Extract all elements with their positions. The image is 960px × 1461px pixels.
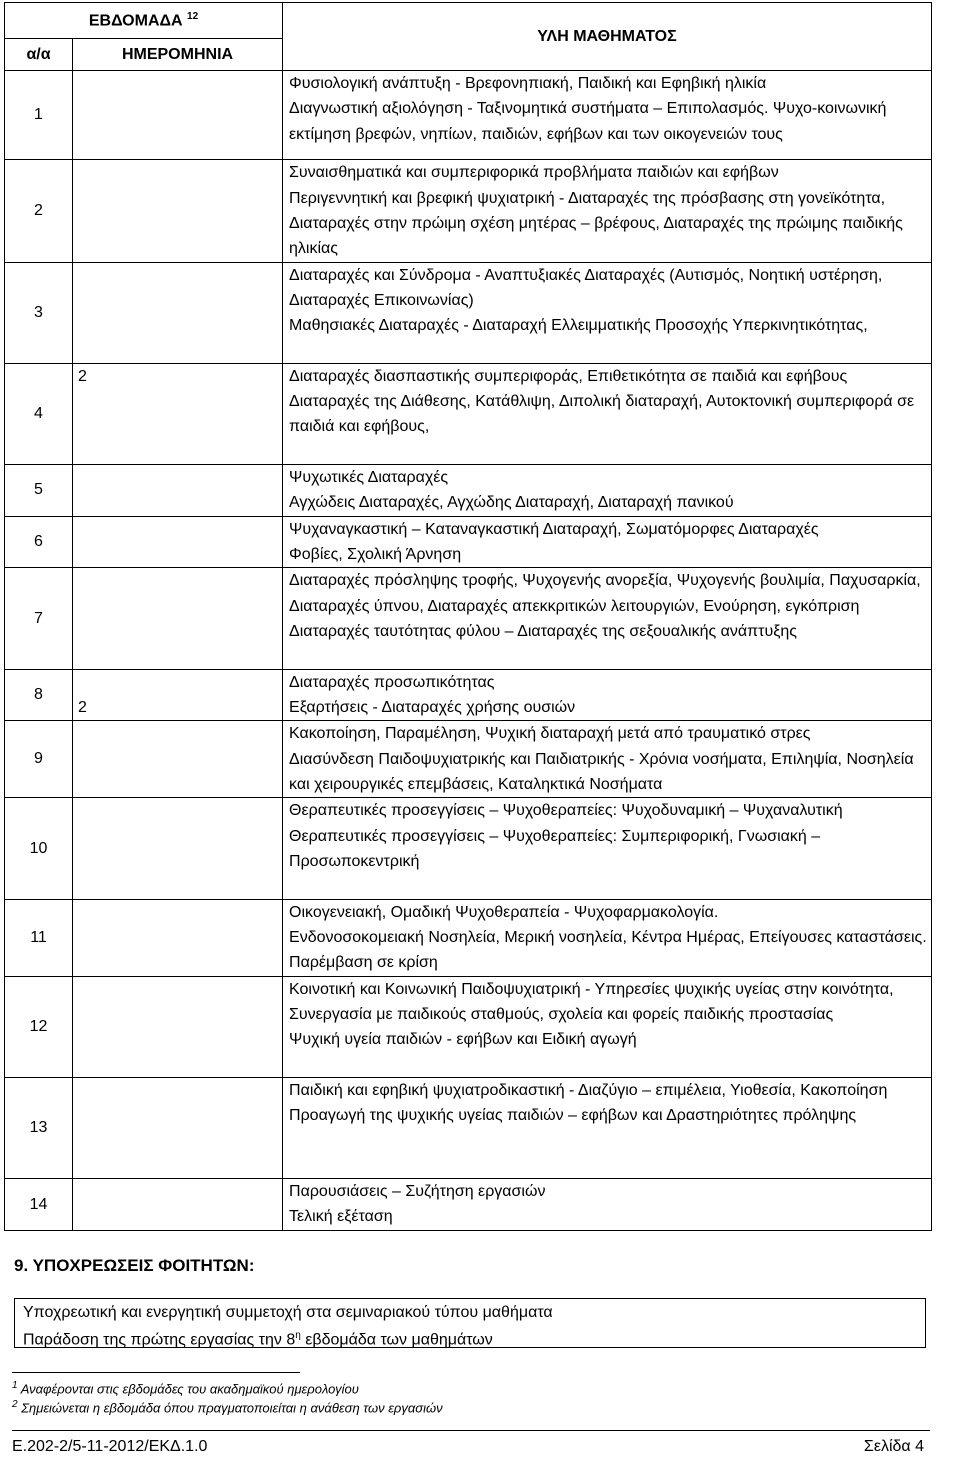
topic-line: Οικογενειακή, Ομαδική Ψυχοθεραπεία - Ψυχοφαρμακολογία. [289,903,719,921]
topic-line: Κοινοτική και Κοινωνική Παιδοψυχιατρική - Υπηρεσίες ψυχικής υγείας στην κοινότητα, Συνεργασία με παιδικούς σταθμούς, σχολεία και φορείς παιδικής προστασίας [289,980,894,1024]
table-row [5,1179,932,1231]
date-cell [73,516,283,568]
section-heading: 9. ΥΠΟΧΡΕΩΣΕΙΣ ΦΟΙΤΗΤΩΝ: [14,1256,255,1275]
topic-line: Διασύνδεση Παιδοψυχιατρικής και Παιδιατρικής - Χρόνια νοσήματα, Επιληψία, Νοσηλεία και χειρουργικές επεμβάσεις, Καταληκτικά Νοσήματα [289,750,914,793]
table-row [5,363,932,464]
topic-line: Κακοποίηση, Παραμέληση, Ψυχική διαταραχή μετά από τραυματικό στρες [289,725,811,743]
date-cell [73,465,283,517]
topic-line: Διαταραχές προσωπικότητας [289,673,495,691]
topic-line: Ψυχαναγκαστική – Καταναγκαστική Διαταραχή, Σωματόμορφες Διαταραχές [289,520,819,538]
table-row [5,465,932,517]
table-row [5,899,932,976]
topic-line: Εξαρτήσεις - Διαταραχές χρήσης ουσιών [289,698,576,716]
topic-line: Διαταραχές της Διάθεσης, Κατάθλιψη, Διπολική διαταραχή, Αυτοκτονική συμπεριφορά σε παιδιά και εφήβους, [289,393,915,436]
obligation-line-2: Παράδοση της πρώτης εργασίας την $8^\eta$ εβδομάδα των μαθημάτων [23,1330,493,1349]
topic-line: Παρουσιάσεις – Συζήτηση εργασιών [289,1183,546,1201]
topic-line: Διαταραχές ταυτότητας φύλου – Διαταραχές της σεξουαλικής ανάπτυξης [289,623,798,641]
row-number: 8 [5,669,73,721]
course-schedule-table [4,2,932,1231]
topic-line: Θεραπευτικές προσεγγίσεις – Ψυχοθεραπείες: Ψυχοδυναμική – Ψυχαναλυτική [289,802,843,820]
row-number: 5 [5,465,73,517]
table-row [5,516,932,568]
row-number: 13 [5,1077,73,1178]
date-cell [73,721,283,798]
topics-cell [283,262,932,363]
table-row [5,568,932,669]
row-number: 10 [5,798,73,899]
row-number: 12 [5,976,73,1077]
topics-cell [283,160,932,262]
footer-divider [12,1430,930,1431]
topics-cell [283,721,932,798]
topics-cell [283,1179,932,1231]
footnote-1: $^1$ Αναφέρονται στις εβδομάδες του ακαδημαϊκού ημερολογίου [12,1380,359,1397]
date-cell [73,669,283,721]
date-cell [73,976,283,1077]
footnote-divider [12,1372,300,1373]
row-number: 3 [5,262,73,363]
footnote-2: $^2$ Σημειώνεται η εβδομάδα όπου πραγματοποιείται η ανάθεση των εργασιών [12,1399,443,1416]
topic-line: Φυσιολογική ανάπτυξη - Βρεφονηπιακή, Παιδική και Εφηβική ηλικία [289,75,767,92]
topic-line: Συναισθηματικά και συμπεριφορικά προβλήματα παιδιών και εφήβων [289,164,779,182]
date-header: ΗΜΕΡΟΜΗΝΙΑ [73,39,283,71]
topics-cell [283,899,932,976]
topics-cell [283,976,932,1077]
aa-header: α/α [5,39,73,71]
date-cell [73,262,283,363]
topic-line: Μαθησιακές Διαταραχές - Διαταραχή Ελλειμματικής Προσοχής Υπερκινητικότητας, [289,317,868,335]
row-number: 9 [5,721,73,798]
obligations-box [14,1298,926,1348]
topic-line: Φοβίες, Σχολική Άρνηση [289,546,462,564]
row-number: 7 [5,568,73,669]
table-row [5,976,932,1077]
topic-line: Ψυχική υγεία παιδιών - εφήβων και Ειδική αγωγή [289,1031,637,1049]
document-code: E.202-2/5-11-2012/ΕΚΔ.1.0 [12,1438,208,1455]
topic-line: Τελική εξέταση [289,1208,393,1226]
date-cell [73,363,283,464]
assignment-note: 2 [78,367,87,385]
topics-cell [283,516,932,568]
topics-cell [283,798,932,899]
topic-line: Παιδική και εφηβική ψυχιατροδικαστική - Διαζύγιο – επιμέλεια, Υιοθεσία, Κακοποίηση [289,1081,888,1099]
topic-line: Προαγωγή της ψυχικής υγείας παιδιών – εφήβων και Δραστηριότητες πρόληψης [289,1107,857,1125]
subject-header: ΥΛΗ ΜΑΘΗΜΑΤΟΣ [283,3,932,71]
topics-cell [283,1077,932,1178]
topics-cell [283,669,932,721]
topic-line: Διαταραχές πρόσληψης τροφής, Ψυχογενής ανορεξία, Ψυχογενής βουλιμία, Παχυσαρκία, Διαταραχές ύπνου, Διαταραχές απεκκριτικών λειτουργιών, Ενούρηση, εγκόπριση [289,572,921,615]
topics-cell [283,71,932,160]
week-group-header: ΕΒΔΟΜΑΔΑ $^{12}$ [5,3,283,39]
table-row [5,71,932,160]
assignment-note: 2 [78,698,87,716]
date-cell [73,160,283,262]
row-number: 6 [5,516,73,568]
date-cell [73,798,283,899]
table-row [5,721,932,798]
row-number: 14 [5,1179,73,1231]
date-cell [73,568,283,669]
table-row [5,1077,932,1178]
topic-line: Αγχώδεις Διαταραχές, Αγχώδης Διαταραχή, Διαταραχή πανικού [289,494,734,512]
topic-line: Ψυχωτικές Διαταραχές [289,469,449,487]
date-cell [73,1077,283,1178]
table-row [5,262,932,363]
table-row [5,160,932,262]
date-cell [73,1179,283,1231]
table-row [5,798,932,899]
topic-line: Διαταραχές και Σύνδρομα - Αναπτυξιακές Διαταραχές (Αυτισμός, Νοητική υστέρηση, Διαταραχές Επικοινωνίας) [289,266,883,309]
obligation-line-1: Υποχρεωτική και ενεργητική συμμετοχή στα σεμιναριακού τύπου μαθήματα [23,1304,553,1321]
row-number: 1 [5,71,73,160]
topics-cell [283,568,932,669]
topic-line: Ενδονοσοκομειακή Νοσηλεία, Μερική νοσηλεία, Κέντρα Ημέρας, Επείγουσες καταστάσεις. Παρέμβαση σε κρίση [289,928,927,972]
topics-cell [283,363,932,464]
row-number: 11 [5,899,73,976]
table-row [5,669,932,721]
row-number: 2 [5,160,73,262]
topic-line: Διαταραχές διασπαστικής συμπεριφοράς, Επιθετικότητα σε παιδιά και εφήβους [289,367,848,385]
page-number: Σελίδα 4 [863,1438,924,1455]
date-cell [73,899,283,976]
row-number: 4 [5,363,73,464]
date-cell [73,71,283,160]
topic-line: Περιγεννητική και βρεφική ψυχιατρική - Διαταραχές της πρόσβασης στη γονεϊκότητα, Διαταραχές στην πρώιμη σχέση μητέρας – βρέφους, Διαταραχές της πρώιμης παιδικής ηλικίας [289,189,903,258]
topic-line: Διαγνωστική αξιολόγηση - Ταξινομητικά συστήματα – Επιπολασμός. Ψυχο-κοινωνική εκτίμηση βρεφών, νηπίων, παιδιών, εφήβων και των οικογενειών τους [289,100,887,143]
topics-cell [283,465,932,517]
topic-line: Θεραπευτικές προσεγγίσεις – Ψυχοθεραπείες: Συμπεριφορική, Γνωσιακή – Προσωποκεντρική [289,827,821,871]
